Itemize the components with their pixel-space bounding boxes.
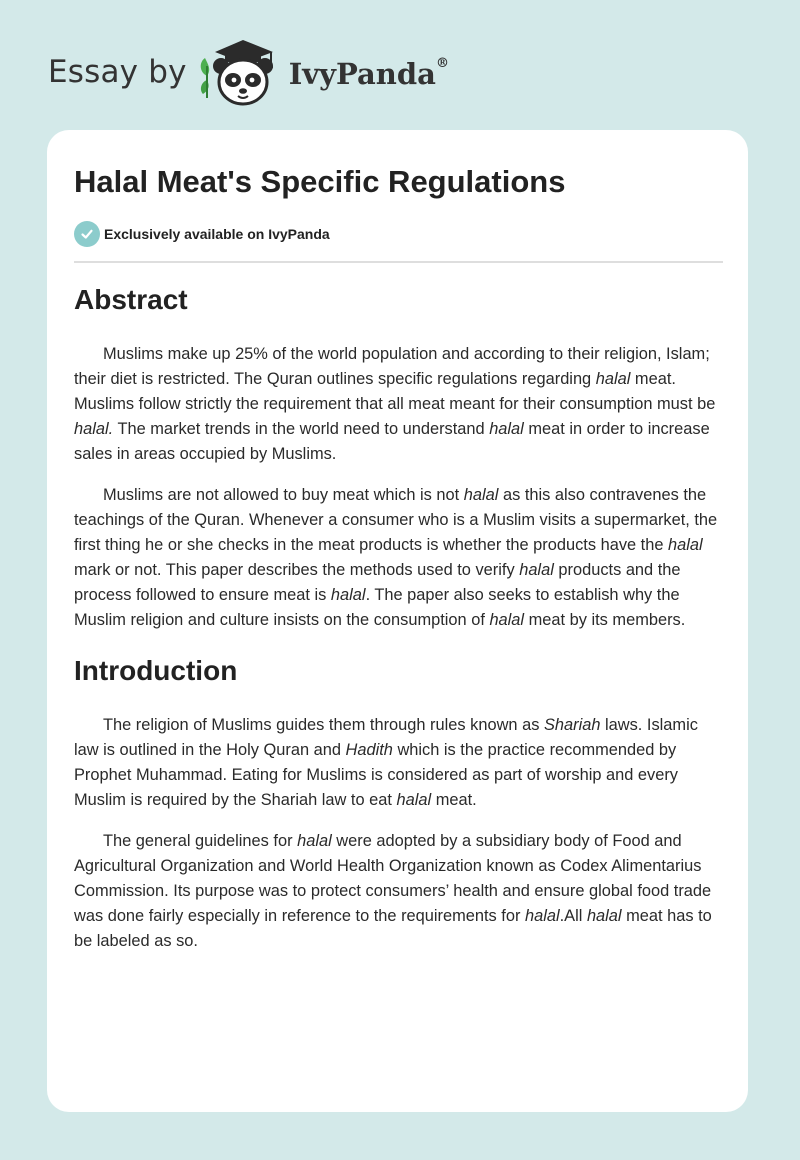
text-run: were adopted by a subsidiary body of Food and Agricultural Organization and World Health Organization known as Codex Alimentarius Commission. Its purpose was to protect consumers’ health and ensure global food trade was done fairly especially in reference to the requirements for bbox=[74, 832, 712, 925]
italic-term: halal bbox=[297, 832, 332, 850]
title-divider bbox=[74, 261, 723, 263]
text-run: Muslims are not allowed to buy meat which is not bbox=[103, 486, 464, 504]
check-circle-icon bbox=[74, 221, 100, 247]
italic-term: halal. bbox=[74, 420, 114, 438]
registered-mark: ® bbox=[435, 56, 449, 72]
essay-content bbox=[74, 282, 726, 954]
text-run: The general guidelines for bbox=[103, 832, 298, 850]
text-run: laws. Islamic law is outlined in the Holy Quran and bbox=[74, 716, 698, 759]
text-run: as this also contravenes the teachings of the Quran. Whenever a consumer who is a Muslim visits a supermarket, the first thing he or she checks in the meat products is whether the products have the bbox=[74, 486, 718, 554]
text-run: .All bbox=[559, 907, 587, 925]
exclusive-badge-label: Exclusively available on IvyPanda bbox=[104, 226, 330, 242]
italic-term: halal bbox=[489, 611, 525, 629]
italic-term: halal bbox=[595, 370, 631, 388]
text-run: The religion of Muslims guides them through rules known as bbox=[103, 716, 544, 734]
essay-by-label: Essay by bbox=[48, 54, 187, 90]
section-heading-abstract: Abstract bbox=[74, 284, 188, 315]
italic-term: halal bbox=[463, 486, 499, 504]
abstract-paragraph-2 bbox=[74, 483, 726, 633]
text-run: meat has to be labeled as so. bbox=[74, 907, 712, 950]
text-run: meat. bbox=[431, 791, 477, 809]
italic-term: halal bbox=[519, 561, 554, 579]
italic-term: halal bbox=[586, 907, 622, 925]
site-header bbox=[48, 36, 449, 108]
text-run: The market trends in the world need to understand bbox=[113, 420, 490, 438]
introduction-paragraph-2 bbox=[74, 829, 726, 954]
panda-logo-icon bbox=[195, 36, 285, 108]
essay-card bbox=[47, 130, 748, 1112]
text-run: meat. Muslims follow strictly the requirement that all meat meant for their consumption must be bbox=[74, 370, 716, 413]
italic-term: halal bbox=[524, 907, 560, 925]
text-run: mark or not. This paper describes the methods used to verify bbox=[74, 561, 520, 579]
italic-term: halal bbox=[668, 536, 703, 554]
text-run: meat in order to increase sales in areas occupied by Muslims. bbox=[74, 420, 710, 463]
abstract-paragraph-1 bbox=[74, 342, 726, 467]
text-run: meat by its members. bbox=[524, 611, 686, 629]
introduction-paragraph-1 bbox=[74, 713, 726, 813]
brand-name bbox=[289, 57, 449, 91]
italic-term: halal bbox=[396, 791, 432, 809]
italic-term: halal bbox=[489, 420, 524, 438]
exclusive-badge bbox=[74, 221, 330, 247]
brand-name-text: IvyPanda bbox=[288, 57, 436, 91]
italic-term: halal bbox=[330, 586, 366, 604]
italic-term: Hadith bbox=[345, 741, 393, 759]
italic-term: Shariah bbox=[543, 716, 601, 734]
text-run: . The paper also seeks to establish why the Muslim religion and culture insists on the consumption of bbox=[74, 586, 680, 629]
checkmark-icon bbox=[80, 227, 94, 241]
text-run: Muslims make up 25% of the world population and according to their religion, Islam; their diet is restricted. The Quran outlines specific regulations regarding bbox=[74, 345, 710, 388]
page-title: Halal Meat's Specific Regulations bbox=[74, 164, 566, 199]
section-heading-introduction: Introduction bbox=[74, 655, 238, 686]
text-run: which is the practice recommended by Prophet Muhammad. Eating for Muslims is considered as part of worship and every Muslim is required by the Shariah law to eat bbox=[74, 741, 678, 809]
text-run: products and the process followed to ensure meat is bbox=[74, 561, 681, 604]
